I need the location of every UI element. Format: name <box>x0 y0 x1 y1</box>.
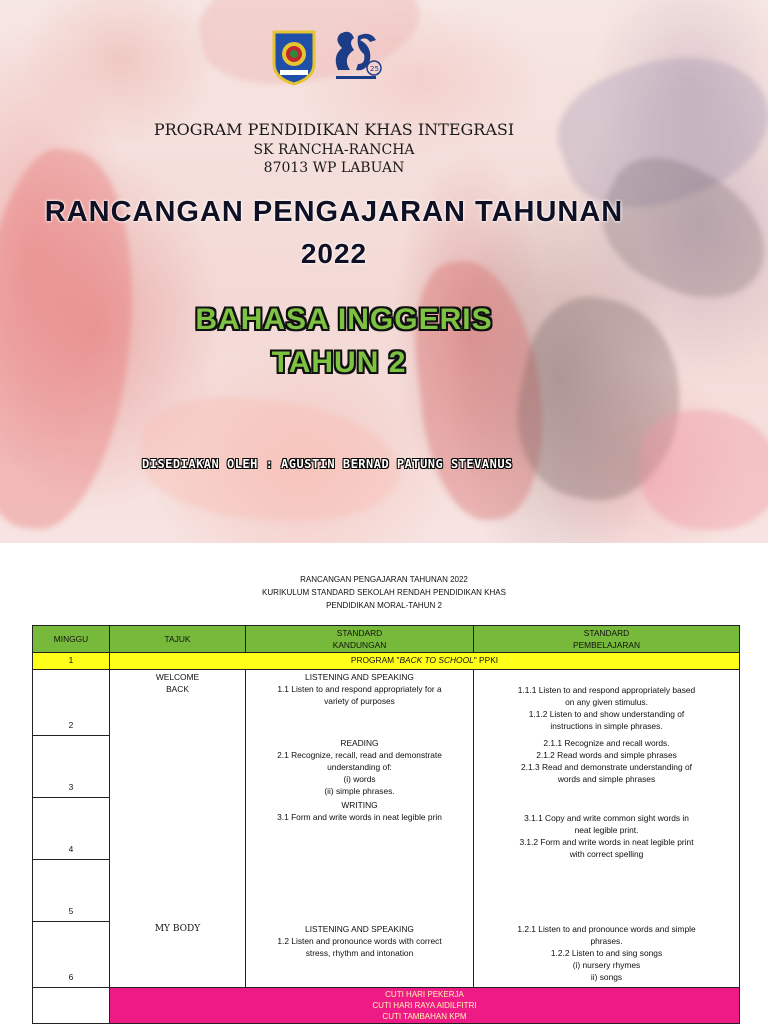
pembelajaran-cell: 3.1.1 Copy and write common sight words in neat legible print. 3.1.2 Form and write words in neat legible print with correct spelling <box>474 798 740 922</box>
plan-table <box>32 625 740 1024</box>
week-number: 4 <box>33 798 110 860</box>
plan-page <box>0 543 768 1024</box>
grade-title: TAHUN 2 <box>271 346 407 379</box>
svg-text:25: 25 <box>370 65 379 73</box>
holiday-label: CUTI HARI PEKERJA <box>385 990 464 999</box>
topic-cell: MY BODY <box>110 922 246 988</box>
document-year: 2022 <box>300 238 368 269</box>
program-cell <box>110 653 740 670</box>
pembelajaran-cell: 1.2.1 Listen to and pronounce words and simple phrases. 1.2.2 Listen to and sing songs (i) nursery rhymes ii) songs <box>474 922 740 988</box>
column-header-kandungan: STANDARD KANDUNGAN <box>246 626 474 653</box>
school-crest-logo <box>270 28 318 86</box>
logo-group <box>270 28 382 86</box>
table-row <box>33 988 740 1024</box>
program-suffix: " PPKI <box>473 655 499 665</box>
prepared-by: DISEDIAKAN OLEH : AGUSTIN BERNAD PATUNG STEVANUS <box>142 457 513 471</box>
pembelajaran-cell: 2.1.1 Recognize and recall words. 2.1.2 Read words and simple phrases 2.1.3 Read and demonstrate understanding of words and simple phrases <box>474 736 740 798</box>
plan-header-line: PENDIDIKAN MORAL-TAHUN 2 <box>326 601 442 610</box>
table-row <box>33 670 740 736</box>
document-title: RANCANGAN PENGAJARAN TAHUNAN <box>44 196 624 228</box>
table-row <box>33 922 740 988</box>
pendidikan-khas-25-logo <box>330 28 382 84</box>
column-header-tajuk: TAJUK <box>110 626 246 653</box>
school-name: SK RANCHA-RANCHA <box>253 142 415 158</box>
plan-header-line: KURIKULUM STANDARD SEKOLAH RENDAH PENDIDIKAN KHAS <box>262 588 506 597</box>
week-number: 5 <box>33 860 110 922</box>
week-number: 3 <box>33 736 110 798</box>
week-number-empty <box>33 988 110 1024</box>
program-italic: BACK TO SCHOOL <box>399 655 474 665</box>
holiday-label: CUTI TAMBAHAN KPM <box>382 1012 467 1021</box>
table-row <box>33 653 740 670</box>
subject-title: BAHASA INGGERIS <box>195 303 493 336</box>
week-number: 6 <box>33 922 110 988</box>
kandungan-cell: LISTENING AND SPEAKING 1.1 Listen to and respond appropriately for a variety of purposes <box>246 670 474 736</box>
pembelajaran-cell: 1.1.1 Listen to and respond appropriately based on any given stimulus. 1.1.2 Listen to and show understanding of instructions in simple phrases. <box>474 670 740 736</box>
week-number: 1 <box>33 653 110 670</box>
holiday-label: CUTI HARI RAYA AIDILFITRI <box>372 1001 477 1010</box>
kandungan-cell: LISTENING AND SPEAKING 1.2 Listen and pronounce words with correct stress, rhythm and intonation <box>246 922 474 988</box>
topic-cell: WELCOME BACK <box>110 670 246 922</box>
kandungan-cell: WRITING 3.1 Form and write words in neat legible prin <box>246 798 474 922</box>
kandungan-cell: READING 2.1 Recognize, recall, read and demonstrate understanding of: (i) words (ii) simple phrases. <box>246 736 474 798</box>
paint-stroke <box>640 410 768 530</box>
column-header-pembelajaran: STANDARD PEMBELAJARAN <box>474 626 740 653</box>
week-number: 2 <box>33 670 110 736</box>
school-address: 87013 WP LABUAN <box>263 160 405 176</box>
program-prefix: PROGRAM " <box>350 655 400 665</box>
plan-header-line: RANCANGAN PENGAJARAN TAHUNAN 2022 <box>300 575 468 584</box>
column-header-minggu: MINGGU <box>33 626 110 653</box>
table-header-row <box>33 626 740 653</box>
program-name: PROGRAM PENDIDIKAN KHAS INTEGRASI <box>153 120 515 139</box>
holiday-cell <box>110 988 740 1024</box>
